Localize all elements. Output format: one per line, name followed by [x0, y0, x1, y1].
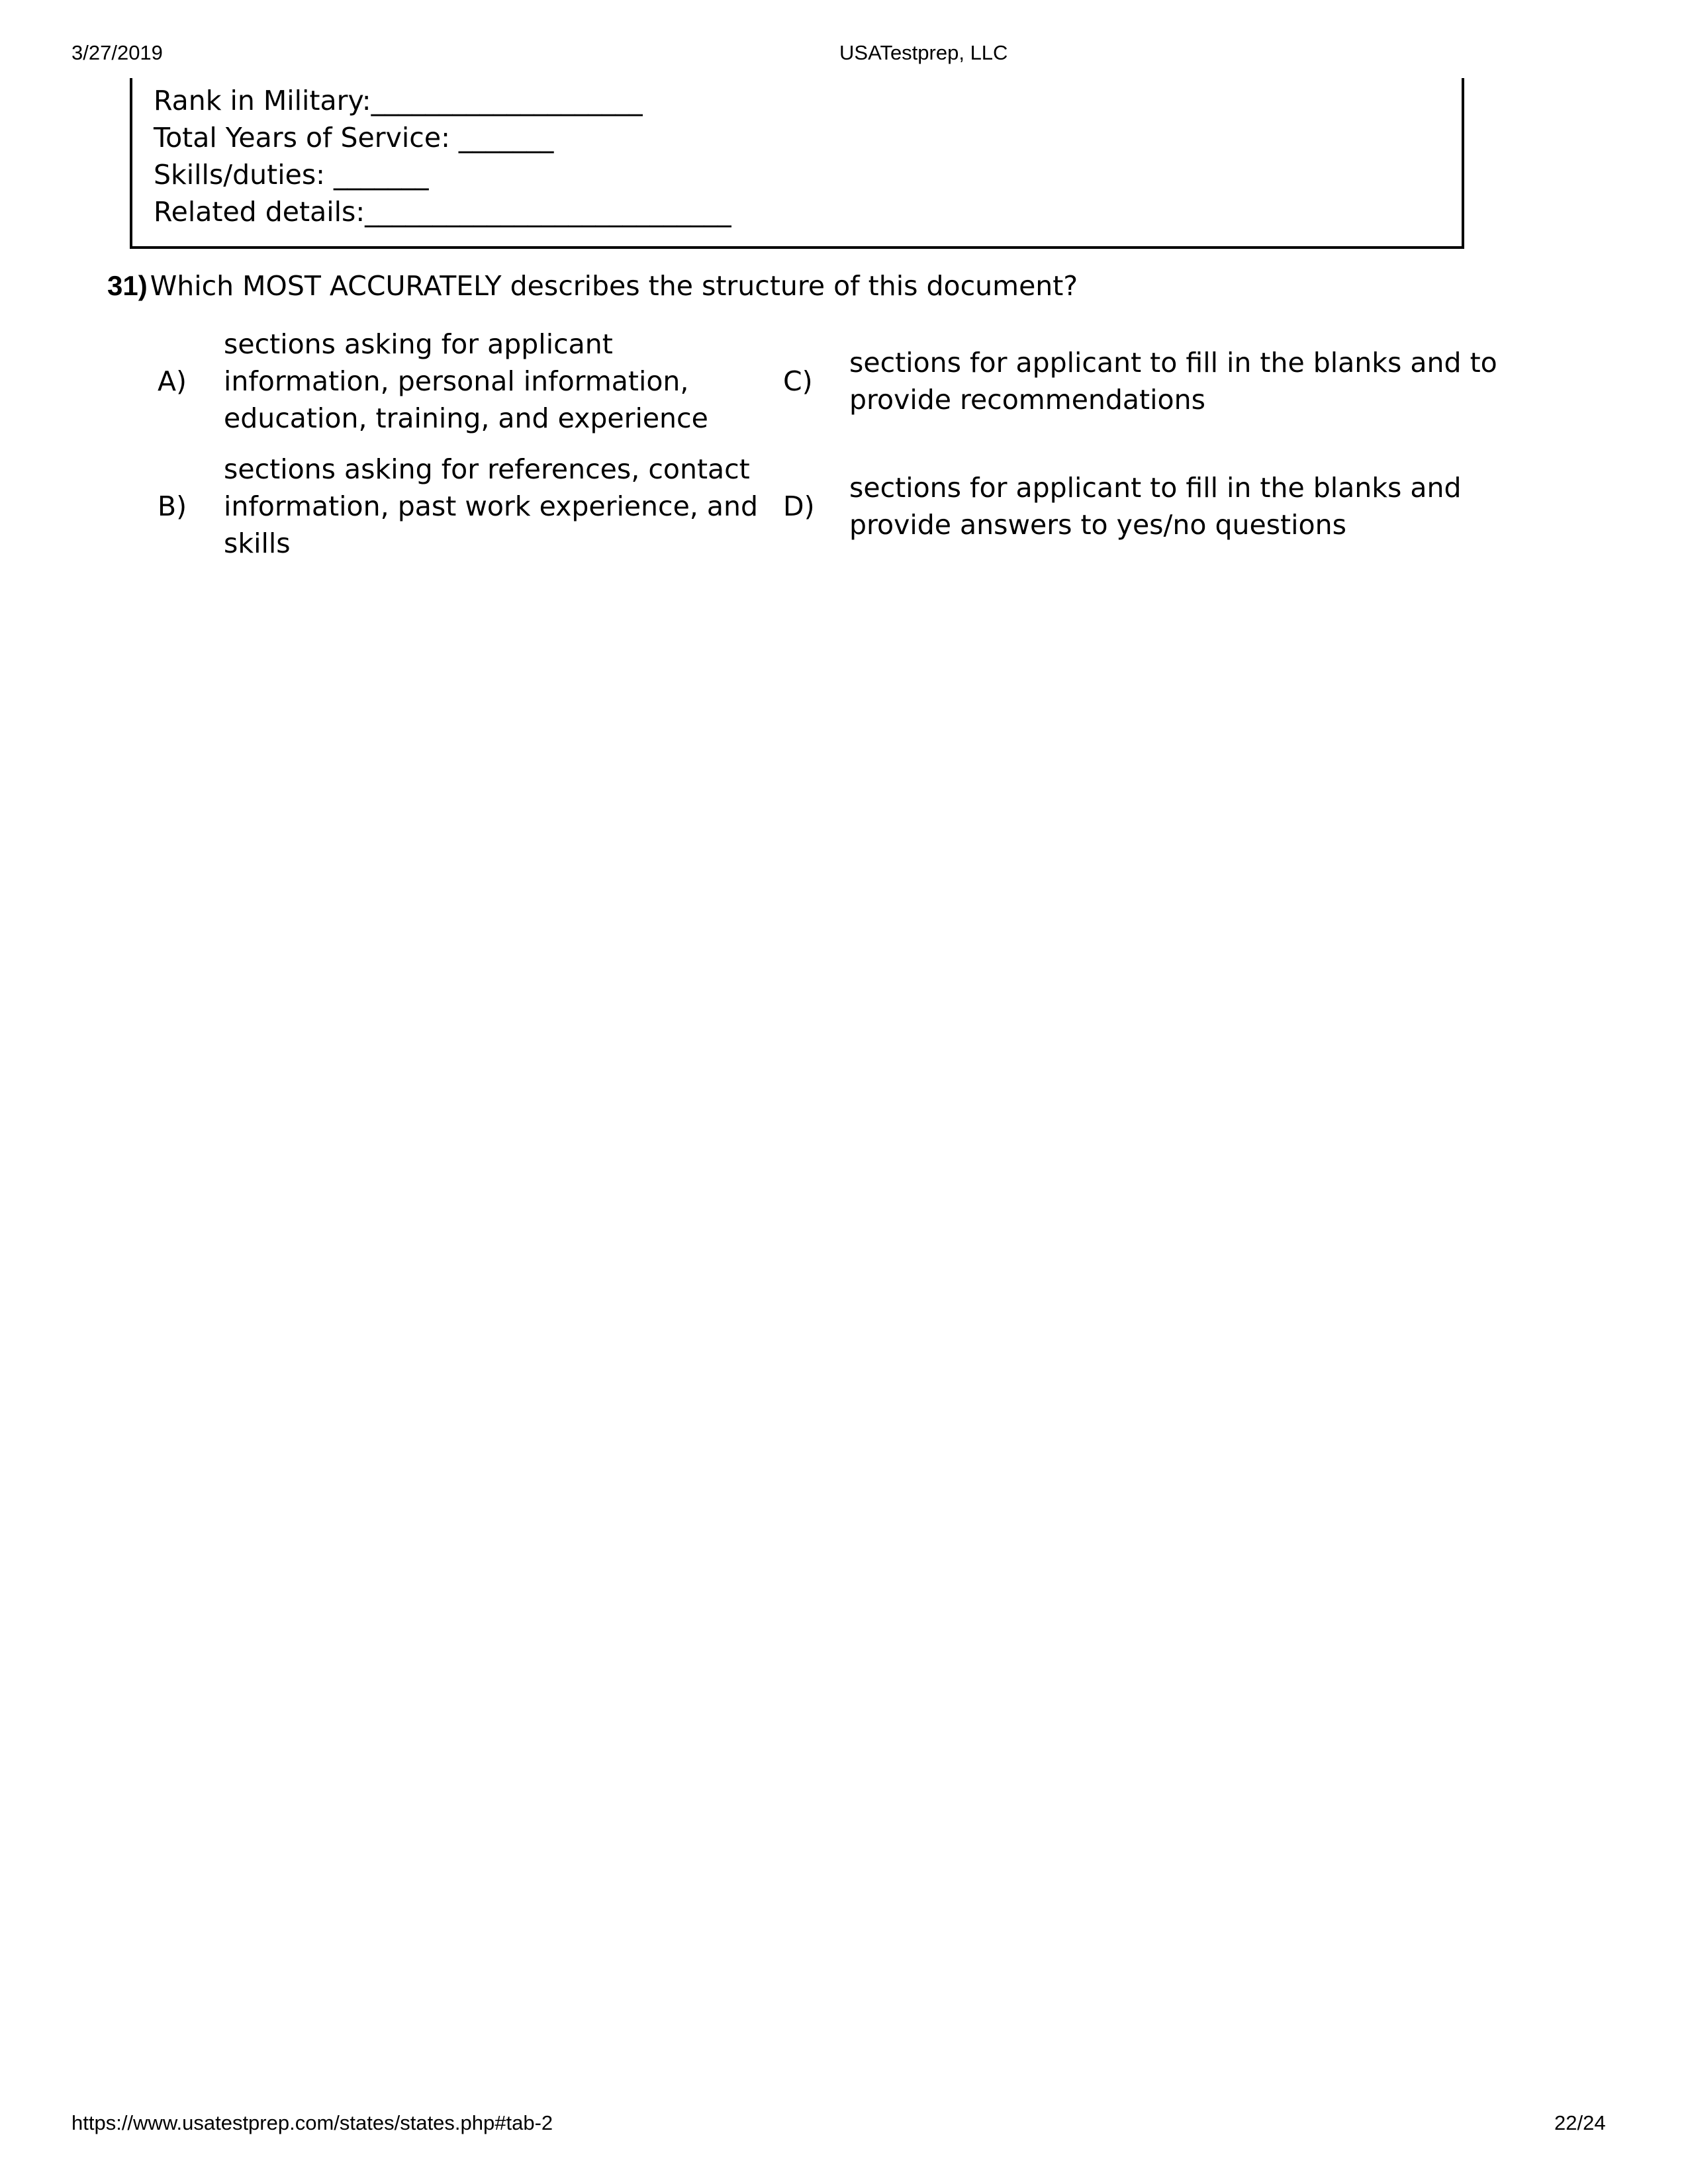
header-site-name: USATestprep, LLC	[839, 41, 1008, 64]
option-b-line: sections asking for references, contact	[224, 453, 750, 485]
option-c-line: provide recommendations	[849, 384, 1205, 416]
option-a-line: education, training, and experience	[224, 402, 708, 434]
option-a-text	[224, 326, 708, 437]
option-a-line: information, personal information,	[224, 365, 689, 397]
option-c-line: sections for applicant to fill in the blanks and to	[849, 347, 1497, 379]
footer-url: https://www.usatestprep.com/states/states.php#tab-2	[71, 2111, 553, 2134]
option-a-line: sections asking for applicant	[224, 328, 613, 360]
option-a-letter: A)	[158, 365, 187, 397]
option-d-letter: D)	[783, 490, 815, 522]
application-form-excerpt	[130, 78, 1464, 249]
option-b-line: skills	[224, 527, 291, 559]
form-line-rank-in-military: Rank in Military:____________________	[154, 85, 643, 116]
question-number: 31)	[107, 270, 148, 301]
option-d-line: sections for applicant to fill in the blanks and	[849, 472, 1462, 504]
form-line-skills-duties: Skills/duties: _______	[154, 159, 429, 191]
question-31	[107, 270, 1078, 302]
option-c-text	[849, 344, 1497, 418]
option-b-line: information, past work experience, and	[224, 490, 759, 522]
option-b-letter: B)	[158, 490, 187, 522]
option-d-text	[849, 469, 1462, 543]
option-c-letter: C)	[783, 365, 813, 397]
form-line-total-years-of-service: Total Years of Service: _______	[154, 122, 554, 154]
form-line-related-details: Related details:___________________________	[154, 196, 731, 228]
option-b-text	[224, 451, 758, 562]
header-date: 3/27/2019	[71, 41, 163, 64]
question-text: Which MOST ACCURATELY describes the structure of this document?	[150, 270, 1078, 302]
footer-page-number: 22/24	[1554, 2111, 1606, 2134]
option-d-line: provide answers to yes/no questions	[849, 509, 1346, 541]
